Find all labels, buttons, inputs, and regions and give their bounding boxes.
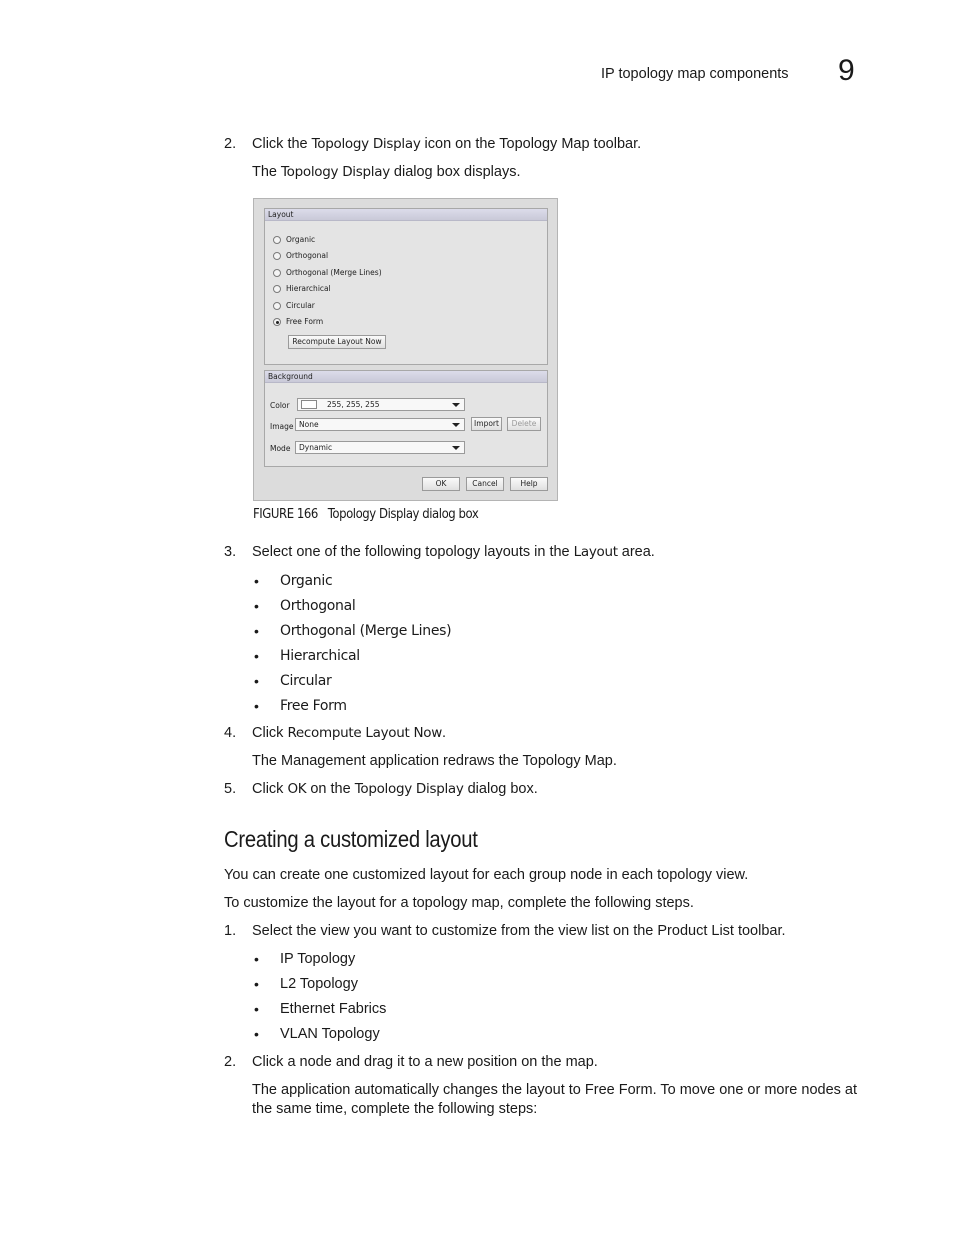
radio-button-icon bbox=[273, 236, 281, 244]
list-item: Circular bbox=[280, 673, 332, 689]
step-number: 1. bbox=[224, 923, 237, 939]
image-value: None bbox=[299, 420, 319, 429]
step-text-post: . bbox=[441, 725, 446, 741]
ui-term: OK bbox=[287, 781, 307, 797]
bullet-icon: • bbox=[254, 573, 259, 589]
color-swatch bbox=[301, 400, 317, 409]
list-item: Free Form bbox=[280, 698, 347, 714]
button-label: Delete bbox=[511, 419, 537, 428]
image-label: Image bbox=[270, 422, 294, 431]
radio-button-selected-icon bbox=[273, 318, 281, 326]
radio-button-icon bbox=[273, 252, 281, 260]
paragraph-post: dialog box displays. bbox=[389, 164, 521, 180]
topology-display-dialog bbox=[253, 198, 558, 501]
step-text-post: dialog box. bbox=[463, 781, 538, 797]
step-text-pre: Select one of the following topology layouts in the bbox=[252, 544, 574, 560]
step-text bbox=[252, 724, 446, 742]
step-text-mid: on the bbox=[306, 781, 355, 797]
ui-term: Topology Display bbox=[311, 136, 421, 152]
paragraph bbox=[252, 163, 520, 181]
paragraph: The Management application redraws the Topology Map. bbox=[252, 753, 617, 769]
layout-panel-header bbox=[265, 209, 547, 221]
list-item: VLAN Topology bbox=[280, 1026, 380, 1042]
radio-button-icon bbox=[273, 285, 281, 293]
chevron-down-icon bbox=[452, 403, 460, 407]
step-text-pre: Click the bbox=[252, 136, 312, 152]
section-heading: Creating a customized layout bbox=[224, 826, 478, 852]
bullet-icon: • bbox=[254, 673, 259, 689]
background-panel-title: Background bbox=[268, 372, 313, 381]
mode-combo[interactable] bbox=[295, 441, 465, 454]
step-text: Click a node and drag it to a new position on the map. bbox=[252, 1054, 598, 1070]
radio-label: Hierarchical bbox=[286, 284, 331, 293]
step-number: 2. bbox=[224, 1054, 237, 1070]
list-item: Ethernet Fabrics bbox=[280, 1001, 387, 1017]
button-label: Import bbox=[474, 419, 499, 428]
step-text bbox=[252, 780, 538, 798]
bullet-icon: • bbox=[254, 648, 259, 664]
delete-button[interactable] bbox=[507, 417, 541, 431]
cancel-button[interactable] bbox=[466, 477, 504, 491]
figure-caption-text: Topology Display dialog box bbox=[327, 507, 479, 522]
image-combo[interactable] bbox=[295, 418, 465, 431]
import-button[interactable] bbox=[471, 417, 502, 431]
ui-term: Recompute Layout Now bbox=[287, 725, 442, 741]
radio-label: Free Form bbox=[286, 317, 324, 326]
bullet-icon: • bbox=[254, 598, 259, 614]
step-text: Select the view you want to customize from the view list on the Product List toolbar. bbox=[252, 923, 786, 939]
step-text bbox=[252, 135, 641, 153]
step-text bbox=[252, 543, 655, 561]
button-label: Cancel bbox=[472, 479, 498, 488]
list-item: Orthogonal (Merge Lines) bbox=[280, 623, 452, 639]
step-number: 5. bbox=[224, 781, 237, 797]
running-header-title: IP topology map components bbox=[601, 66, 789, 82]
step-text-pre: Click bbox=[252, 781, 288, 797]
color-label: Color bbox=[270, 401, 290, 410]
list-item: Organic bbox=[280, 573, 333, 589]
figure-caption bbox=[253, 507, 478, 522]
step-text-post: area. bbox=[617, 544, 655, 560]
radio-label: Orthogonal bbox=[286, 251, 329, 260]
figure-label: FIGURE 166 bbox=[253, 507, 318, 522]
bullet-icon: • bbox=[254, 1026, 259, 1042]
radio-button-icon bbox=[273, 302, 281, 310]
background-panel bbox=[264, 370, 548, 467]
bullet-icon: • bbox=[254, 976, 259, 992]
button-label: Recompute Layout Now bbox=[292, 337, 382, 346]
chapter-number: 9 bbox=[838, 54, 855, 87]
button-label: Help bbox=[520, 479, 538, 488]
help-button[interactable] bbox=[510, 477, 548, 491]
paragraph-line: the same time, complete the following steps: bbox=[252, 1101, 538, 1117]
radio-label: Orthogonal (Merge Lines) bbox=[286, 268, 382, 277]
radio-label: Organic bbox=[286, 235, 316, 244]
chevron-down-icon bbox=[452, 423, 460, 427]
paragraph: To customize the layout for a topology map, complete the following steps. bbox=[224, 895, 694, 911]
list-item: L2 Topology bbox=[280, 976, 358, 992]
ui-term: Topology Display bbox=[281, 164, 390, 180]
bullet-icon: • bbox=[254, 698, 259, 714]
step-number: 3. bbox=[224, 544, 237, 560]
step-text-post: icon on the Topology Map toolbar. bbox=[420, 136, 642, 152]
mode-value: Dynamic bbox=[299, 443, 333, 452]
radio-button-icon bbox=[273, 269, 281, 277]
step-number: 2. bbox=[224, 136, 237, 152]
bullet-icon: • bbox=[254, 951, 259, 967]
layout-panel bbox=[264, 208, 548, 365]
bullet-icon: • bbox=[254, 1001, 259, 1017]
color-combo[interactable] bbox=[297, 398, 465, 411]
paragraph-line: The application automatically changes the layout to Free Form. To move one or more nodes at bbox=[252, 1082, 858, 1098]
ui-term: Layout bbox=[573, 544, 618, 560]
list-item: Orthogonal bbox=[280, 598, 356, 614]
layout-panel-title: Layout bbox=[268, 210, 294, 219]
list-item: Hierarchical bbox=[280, 648, 360, 664]
recompute-layout-now-button[interactable] bbox=[288, 335, 386, 349]
step-text-pre: Click bbox=[252, 725, 288, 741]
chevron-down-icon bbox=[452, 446, 460, 450]
button-label: OK bbox=[435, 479, 447, 488]
list-item: IP Topology bbox=[280, 951, 356, 967]
step-number: 4. bbox=[224, 725, 237, 741]
ui-term: Topology Display bbox=[354, 781, 464, 797]
ok-button[interactable] bbox=[422, 477, 460, 491]
mode-label: Mode bbox=[270, 444, 291, 453]
color-value: 255, 255, 255 bbox=[327, 400, 380, 409]
paragraph: You can create one customized layout for each group node in each topology view. bbox=[224, 867, 749, 883]
background-panel-header bbox=[265, 371, 547, 383]
radio-label: Circular bbox=[286, 301, 315, 310]
bullet-icon: • bbox=[254, 623, 259, 639]
paragraph-pre: The bbox=[252, 164, 282, 180]
